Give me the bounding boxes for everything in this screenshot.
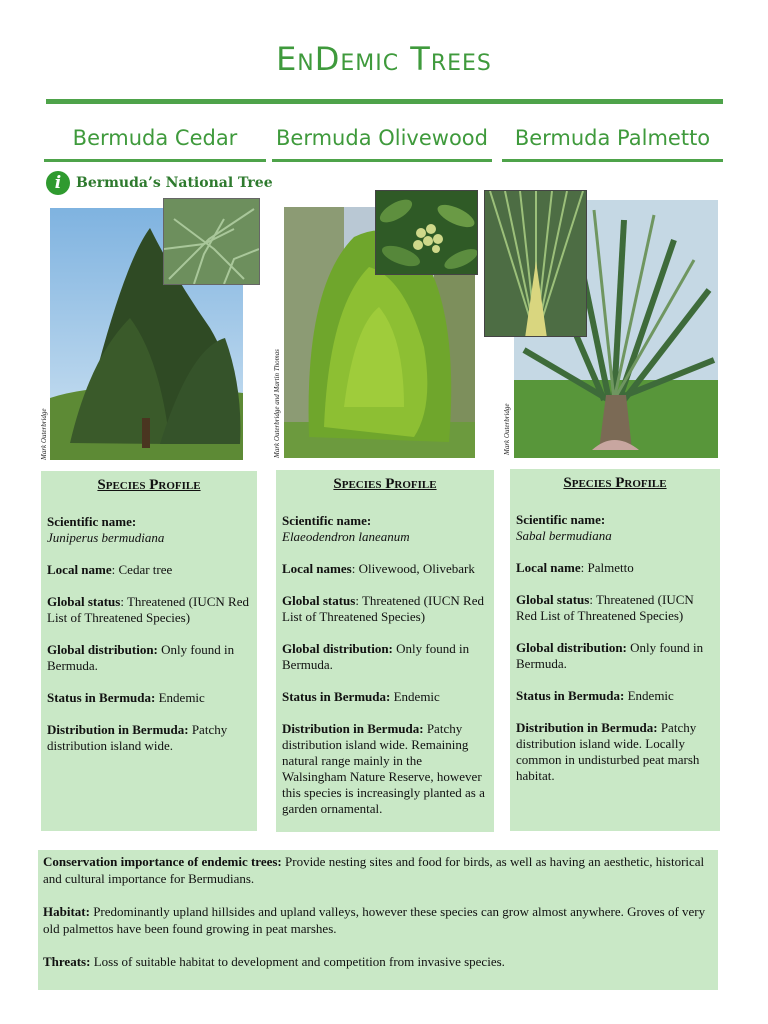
global-distribution-value: Only found in Bermuda.	[516, 640, 704, 671]
conservation-importance	[43, 853, 713, 887]
habitat-label: Habitat:	[43, 904, 90, 919]
column-heading-cedar-label: Bermuda Cedar	[72, 126, 238, 150]
column-divider	[44, 159, 266, 162]
status-in-bermuda-label: Status in Bermuda:	[282, 689, 391, 704]
distribution-in-bermuda-value: Patchy distribution island wide.	[47, 722, 228, 753]
column-divider	[272, 159, 492, 162]
summary-panel	[38, 850, 718, 990]
scientific-name-label: Scientific name:	[516, 512, 606, 527]
column-heading-olivewood	[272, 126, 492, 162]
global-status	[47, 594, 251, 626]
distribution-in-bermuda-value: Patchy distribution island wide. Locally common in undisturbed peat marsh habitat.	[516, 720, 700, 783]
column-heading-palmetto	[502, 126, 723, 162]
global-distribution-label: Global distribution:	[47, 642, 158, 657]
global-distribution	[47, 642, 251, 674]
global-distribution-value: Only found in Bermuda.	[282, 641, 470, 672]
cedar-profile-panel	[41, 471, 257, 831]
threats	[43, 953, 713, 970]
info-icon: i	[46, 171, 70, 195]
global-status-label: Global status	[516, 592, 590, 607]
palmetto-photo-credit: Mark Outerbridge	[503, 403, 511, 455]
status-in-bermuda	[516, 688, 714, 704]
title-divider	[46, 99, 723, 104]
cedar-foliage-inset	[163, 198, 260, 285]
olivewood-photo-credit: Mark Outerbridge and Martin Thomas	[273, 349, 281, 458]
scientific-name-value: Juniperus bermudiana	[47, 530, 165, 545]
global-status-label: Global status	[47, 594, 121, 609]
profile-heading: Species Profile	[97, 477, 201, 493]
column-heading-cedar	[44, 126, 266, 162]
page-title: EnDemic Trees	[276, 40, 492, 78]
habitat-text: Predominantly upland hillsides and upland valleys, however these species can grow almost anywhere. Groves of very old palmettos have been found growing in peat marshes.	[43, 904, 706, 936]
cedar-photo-credit: Mark Outerbridge	[40, 408, 48, 460]
local-name-value: : Cedar tree	[111, 562, 173, 577]
distribution-in-bermuda	[516, 720, 714, 784]
conservation-text: Provide nesting sites and food for birds, as well as having an aesthetic, historical and cultural importance for Bermudians.	[43, 854, 705, 886]
habitat	[43, 903, 713, 937]
scientific-name-label: Scientific name:	[282, 513, 372, 528]
global-status-value: : Threatened (IUCN Red List of Threatened Species)	[516, 592, 694, 623]
global-status-value: : Threatened (IUCN Red List of Threatened Species)	[47, 594, 249, 625]
status-in-bermuda	[47, 690, 251, 706]
profile-heading: Species Profile	[563, 475, 667, 491]
distribution-in-bermuda-label: Distribution in Bermuda:	[47, 722, 189, 737]
scientific-name	[516, 512, 714, 544]
global-distribution	[282, 641, 488, 673]
global-status-value: : Threatened (IUCN Red List of Threatened Species)	[282, 593, 484, 624]
global-status	[516, 592, 714, 624]
distribution-in-bermuda-value: Patchy distribution island wide. Remaining natural range mainly in the Walsingham Nature Reserve, however this species is increasingly planted as a garden ornamental.	[282, 721, 485, 816]
local-name-value: : Palmetto	[580, 560, 634, 575]
threats-label: Threats:	[43, 954, 91, 969]
global-status-label: Global status	[282, 593, 356, 608]
local-name-label: Local name	[516, 560, 581, 575]
distribution-in-bermuda	[282, 721, 488, 817]
distribution-in-bermuda	[47, 722, 251, 754]
conservation-label: Conservation importance of endemic trees:	[43, 854, 282, 869]
palmetto-profile-panel	[510, 469, 720, 831]
threats-text: Loss of suitable habitat to development and competition from invasive species.	[90, 954, 505, 969]
local-name-label: Local names	[282, 561, 352, 576]
global-status	[282, 593, 488, 625]
national-tree-badge	[46, 170, 273, 196]
scientific-name-value: Elaeodendron laneanum	[282, 529, 410, 544]
column-heading-olivewood-label: Bermuda Olivewood	[276, 126, 488, 150]
global-distribution-label: Global distribution:	[516, 640, 627, 655]
palmetto-frond-inset	[484, 190, 587, 337]
local-name-label: Local name	[47, 562, 112, 577]
olivewood-profile-panel	[276, 470, 494, 832]
olivewood-berries-inset	[375, 190, 478, 275]
column-heading-palmetto-label: Bermuda Palmetto	[514, 126, 711, 150]
scientific-name-value: Sabal bermudiana	[516, 528, 612, 543]
global-distribution-label: Global distribution:	[282, 641, 393, 656]
status-in-bermuda-label: Status in Bermuda:	[516, 688, 625, 703]
scientific-name-label: Scientific name:	[47, 514, 137, 529]
distribution-in-bermuda-label: Distribution in Bermuda:	[282, 721, 424, 736]
local-name	[47, 562, 251, 578]
status-in-bermuda-value: Endemic	[624, 688, 674, 703]
status-in-bermuda-label: Status in Bermuda:	[47, 690, 156, 705]
distribution-in-bermuda-label: Distribution in Bermuda:	[516, 720, 658, 735]
global-distribution	[516, 640, 714, 672]
scientific-name	[282, 513, 488, 545]
local-name	[516, 560, 714, 576]
status-in-bermuda-value: Endemic	[155, 690, 205, 705]
profile-heading: Species Profile	[333, 476, 437, 492]
local-name	[282, 561, 488, 577]
global-distribution-value: Only found in Bermuda.	[47, 642, 235, 673]
status-in-bermuda-value: Endemic	[390, 689, 440, 704]
column-divider	[502, 159, 723, 162]
local-name-value: : Olivewood, Olivebark	[351, 561, 475, 576]
scientific-name	[47, 514, 251, 546]
status-in-bermuda	[282, 689, 488, 705]
national-tree-label: Bermuda’s National Tree	[76, 175, 273, 191]
